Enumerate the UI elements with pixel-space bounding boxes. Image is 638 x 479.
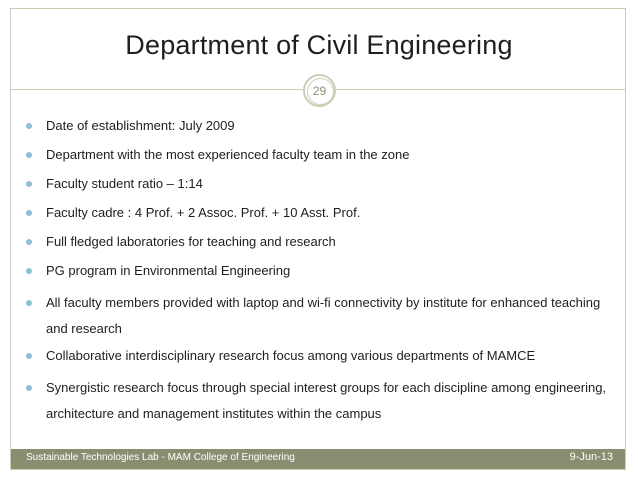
page-number: 29 (312, 83, 327, 98)
bullet-dot-icon (26, 268, 32, 274)
page-number-badge (303, 74, 336, 107)
title-divider-right (336, 89, 626, 90)
bullet-item (26, 346, 616, 366)
bullet-dot-icon (26, 353, 32, 359)
bullet-text: Collaborative interdisciplinary research focus among various departments of MAMCE (46, 348, 536, 363)
bullet-text: Department with the most experienced faculty team in the zone (46, 147, 410, 162)
bullet-item (26, 203, 616, 223)
slide-content (26, 116, 616, 431)
bullet-text: Faculty cadre : 4 Prof. + 2 Assoc. Prof. + 10 Asst. Prof. (46, 205, 361, 220)
bullet-item (26, 232, 616, 252)
slide-title: Department of Civil Engineering (125, 30, 513, 60)
bullet-item (26, 116, 616, 136)
bullet-dot-icon (26, 181, 32, 187)
bullet-dot-icon (26, 123, 32, 129)
bullet-item (26, 145, 616, 165)
bullet-text: PG program in Environmental Engineering (46, 263, 291, 278)
bullet-text: Date of establishment: July 2009 (46, 118, 235, 133)
bullet-text: All faculty members provided with laptop and wi-fi connectivity by institute for enhanced teaching and research (46, 295, 601, 336)
bullet-item (26, 261, 616, 281)
bullet-dot-icon (26, 152, 32, 158)
bullet-text: Full fledged laboratories for teaching and research (46, 234, 336, 249)
title-divider-left (11, 89, 303, 90)
bullet-dot-icon (26, 300, 32, 306)
bullet-dot-icon (26, 210, 32, 216)
bullet-list (26, 116, 616, 427)
footer-date: 9-Jun-13 (569, 451, 613, 463)
footer-institution-text: Sustainable Technologies Lab - MAM College of Engineering (26, 452, 295, 463)
bullet-item (26, 375, 616, 427)
bullet-dot-icon (26, 385, 32, 391)
bullet-text: Synergistic research focus through special interest groups for each discipline among engineering, architecture and management institutes within the campus (46, 380, 607, 421)
footer-bar (11, 449, 625, 469)
bullet-dot-icon (26, 239, 32, 245)
bullet-item (26, 290, 616, 342)
bullet-item (26, 174, 616, 194)
bullet-text: Faculty student ratio – 1:14 (46, 176, 203, 191)
